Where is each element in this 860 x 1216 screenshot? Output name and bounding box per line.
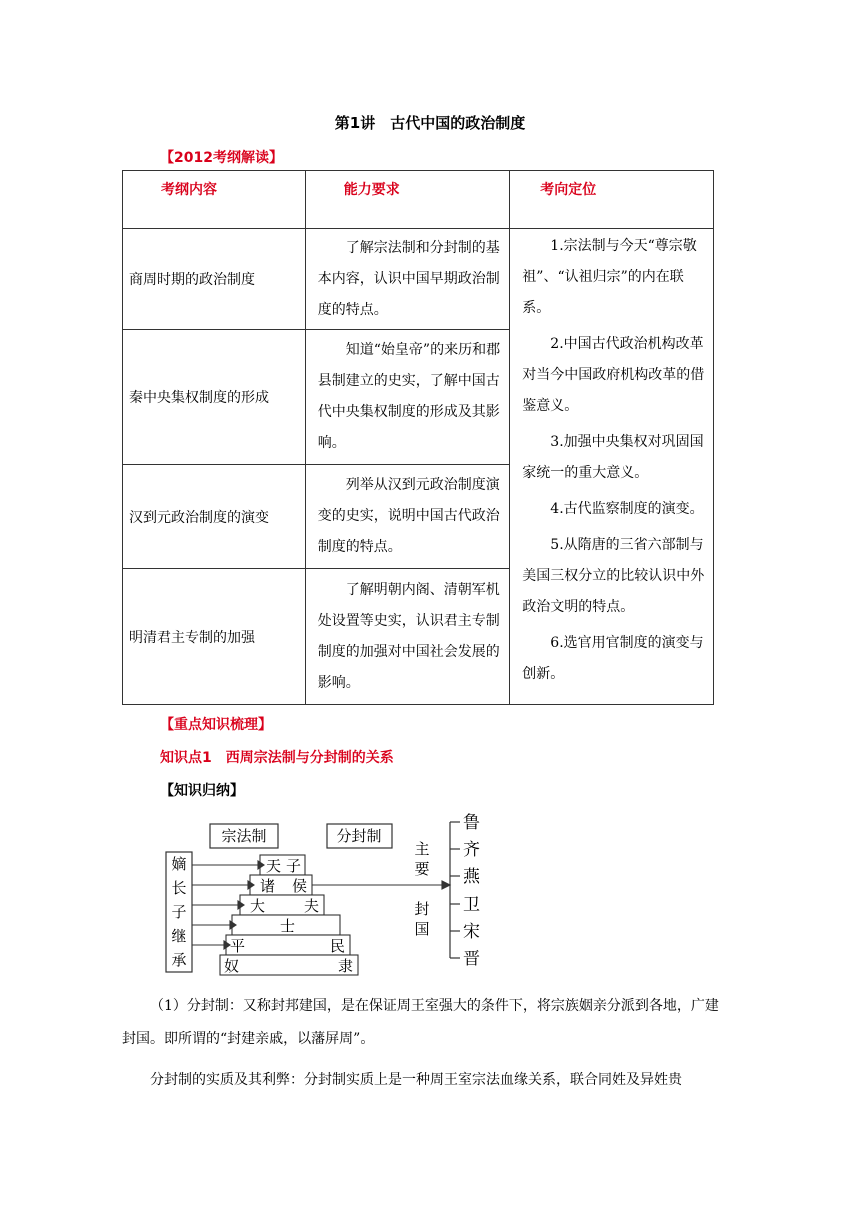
table-row [123,229,714,330]
svg-text:封: 封 [414,900,430,918]
succession-column [171,855,186,969]
svg-text:长: 长 [171,879,187,897]
section-key-points: 【重点知识梳理】 [160,717,272,733]
svg-text:侯: 侯 [292,877,308,895]
orientation-item: 2.中国古代政治机构改革对当今中国政府机构改革的借鉴意义。 [522,336,705,414]
svg-text:要: 要 [414,860,430,878]
svg-text:子: 子 [286,857,302,875]
row-ability: 了解明朝内阁、清朝军机处设置等史实，认识君主专制制度的加强对中国社会发展的影响。 [305,569,510,705]
svg-text:卫: 卫 [463,895,480,915]
row-ability: 知道“始皇帝”的来历和郡县制建立的史实，了解中国古代中央集权制度的形成及其影响。 [305,330,510,465]
svg-text:子: 子 [171,903,187,921]
page-title: 第1讲 古代中国的政治制度 [334,114,526,132]
orientation-item: 4.古代监察制度的演变。 [550,501,704,517]
section-syllabus: 【2012考纲解读】 [160,150,283,166]
fiefs-list [463,813,481,969]
svg-text:晋: 晋 [463,949,480,969]
row-content: 秦中央集权制度的形成 [123,330,306,465]
svg-text:大: 大 [250,897,266,915]
syllabus-table [122,170,714,705]
orientation-item: 3.加强中央集权对巩固国家统一的重大意义。 [522,434,704,481]
svg-text:天: 天 [266,857,282,875]
row-content: 明清君主专制的加强 [123,569,306,705]
main-fiefs-label [414,840,429,938]
svg-text:诸: 诸 [260,877,276,895]
svg-text:燕: 燕 [463,867,480,887]
label-fenfeng: 分封制 [336,827,382,845]
svg-text:士: 士 [280,917,296,935]
paragraph: 分封制的实质及其利弊：分封制实质上是一种周王室宗法血缘关系，联合同姓及异姓贵 [150,1072,682,1088]
svg-text:民: 民 [330,937,346,955]
header-ability: 能力要求 [305,171,510,229]
svg-text:国: 国 [414,920,430,938]
zongfa-fenfeng-diagram [160,808,500,980]
svg-text:主: 主 [414,840,430,858]
orientation-cell [510,229,714,705]
paragraph: （1）分封制：又称封邦建国，是在保证周王室强大的条件下，将宗族姻亲分派到各地，广建封国。即所谓的“封建亲戚，以藩屏周”。 [122,998,719,1047]
orientation-item: 6.选官用官制度的演变与创新。 [522,635,704,682]
orientation-item: 5.从隋唐的三省六部制与美国三权分立的比较认识中外政治文明的特点。 [522,537,705,615]
svg-text:嫡: 嫡 [171,855,187,873]
orientation-item: 1.宗法制与今天“尊宗敬祖”、“认祖归宗”的内在联系。 [522,238,697,316]
label-zongfa: 宗法制 [221,827,267,845]
row-content: 汉到元政治制度的演变 [123,465,306,569]
row-ability: 列举从汉到元政治制度演变的史实，说明中国古代政治制度的特点。 [305,465,510,569]
section-summary: 【知识归纳】 [160,783,244,799]
header-content: 考纲内容 [123,171,306,229]
body-text [122,990,732,1097]
table-header-row [123,171,714,229]
svg-text:隶: 隶 [338,957,354,975]
row-ability: 了解宗法制和分封制的基本内容，认识中国早期政治制度的特点。 [305,229,510,330]
section-point1: 知识点1 西周宗法制与分封制的关系 [160,750,394,766]
row-content: 商周时期的政治制度 [123,229,306,330]
svg-text:继: 继 [171,927,187,945]
svg-text:平: 平 [230,937,246,955]
svg-text:鲁: 鲁 [463,813,480,833]
svg-text:宋: 宋 [463,922,480,942]
svg-text:夫: 夫 [304,897,320,915]
svg-text:承: 承 [171,951,187,969]
svg-text:奴: 奴 [224,957,240,975]
svg-text:齐: 齐 [463,840,480,860]
header-orientation: 考向定位 [510,171,714,229]
